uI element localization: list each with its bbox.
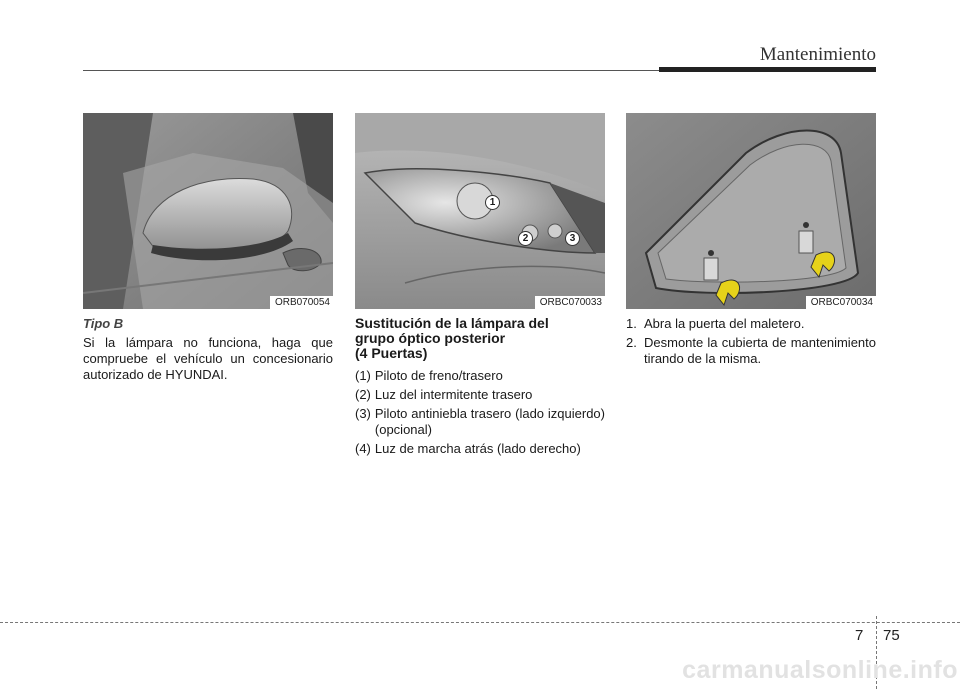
list-item-number: (3) [355,406,371,421]
list-item-number: (4) [355,441,371,456]
chapter-number: 7 [855,627,864,644]
callout-2: 2 [518,231,533,246]
list-item-text: Piloto antiniebla trasero (lado izquierdo) (opcional) [374,406,605,437]
service-cover-illustration [626,113,876,309]
figure-code: ORB070054 [270,296,333,309]
rear-lamp-illustration [355,113,605,309]
list-item-number: (2) [355,387,371,402]
header-rule-accent [659,67,876,72]
list-item [355,387,605,403]
callout-1: 1 [485,195,500,210]
column-3 [626,316,876,370]
list-item-text: Luz del intermitente trasero [374,387,533,402]
step-text: Abra la puerta del maletero. [644,316,805,331]
section-title-line: Sustitución de la lámpara del [355,315,549,331]
figure-service-cover [626,113,876,309]
figure-code: ORBC070034 [806,296,876,309]
list-item-text: Luz de marcha atrás (lado derecho) [374,441,581,456]
column-1 [83,316,333,383]
list-item-text: Piloto de freno/trasero [374,368,503,383]
column-2 [355,316,605,460]
header-rule [83,70,663,71]
figure-code: ORBC070033 [535,296,605,309]
list-item-number: (1) [355,368,371,383]
step-number: 1. [626,316,637,331]
figure-side-mirror [83,113,333,309]
section-title [355,316,605,361]
list-item [355,368,605,384]
page-header-title: Mantenimiento [759,44,876,65]
step-item [626,316,876,332]
list-item [355,441,605,457]
list-item [355,406,605,438]
page-number: 75 [883,627,900,644]
section-title-line: grupo óptico posterior [355,330,506,346]
footer-rule [0,622,960,623]
step-item [626,335,876,367]
watermark: carmanualsonline.info [682,656,958,684]
subhead-tipo-b: Tipo B [83,316,124,331]
section-title-line: (4 Puertas) [355,345,428,361]
callout-3: 3 [565,231,580,246]
step-number: 2. [626,335,637,350]
paragraph-tipo-b: Si la lámpara no funciona, haga que compruebe el vehículo un concesionario autorizado de HYUNDAI. [83,335,333,382]
figure-rear-lamp [355,113,605,309]
step-text: Desmonte la cubierta de mantenimiento tirando de la misma. [644,335,876,366]
side-mirror-illustration [83,113,333,309]
